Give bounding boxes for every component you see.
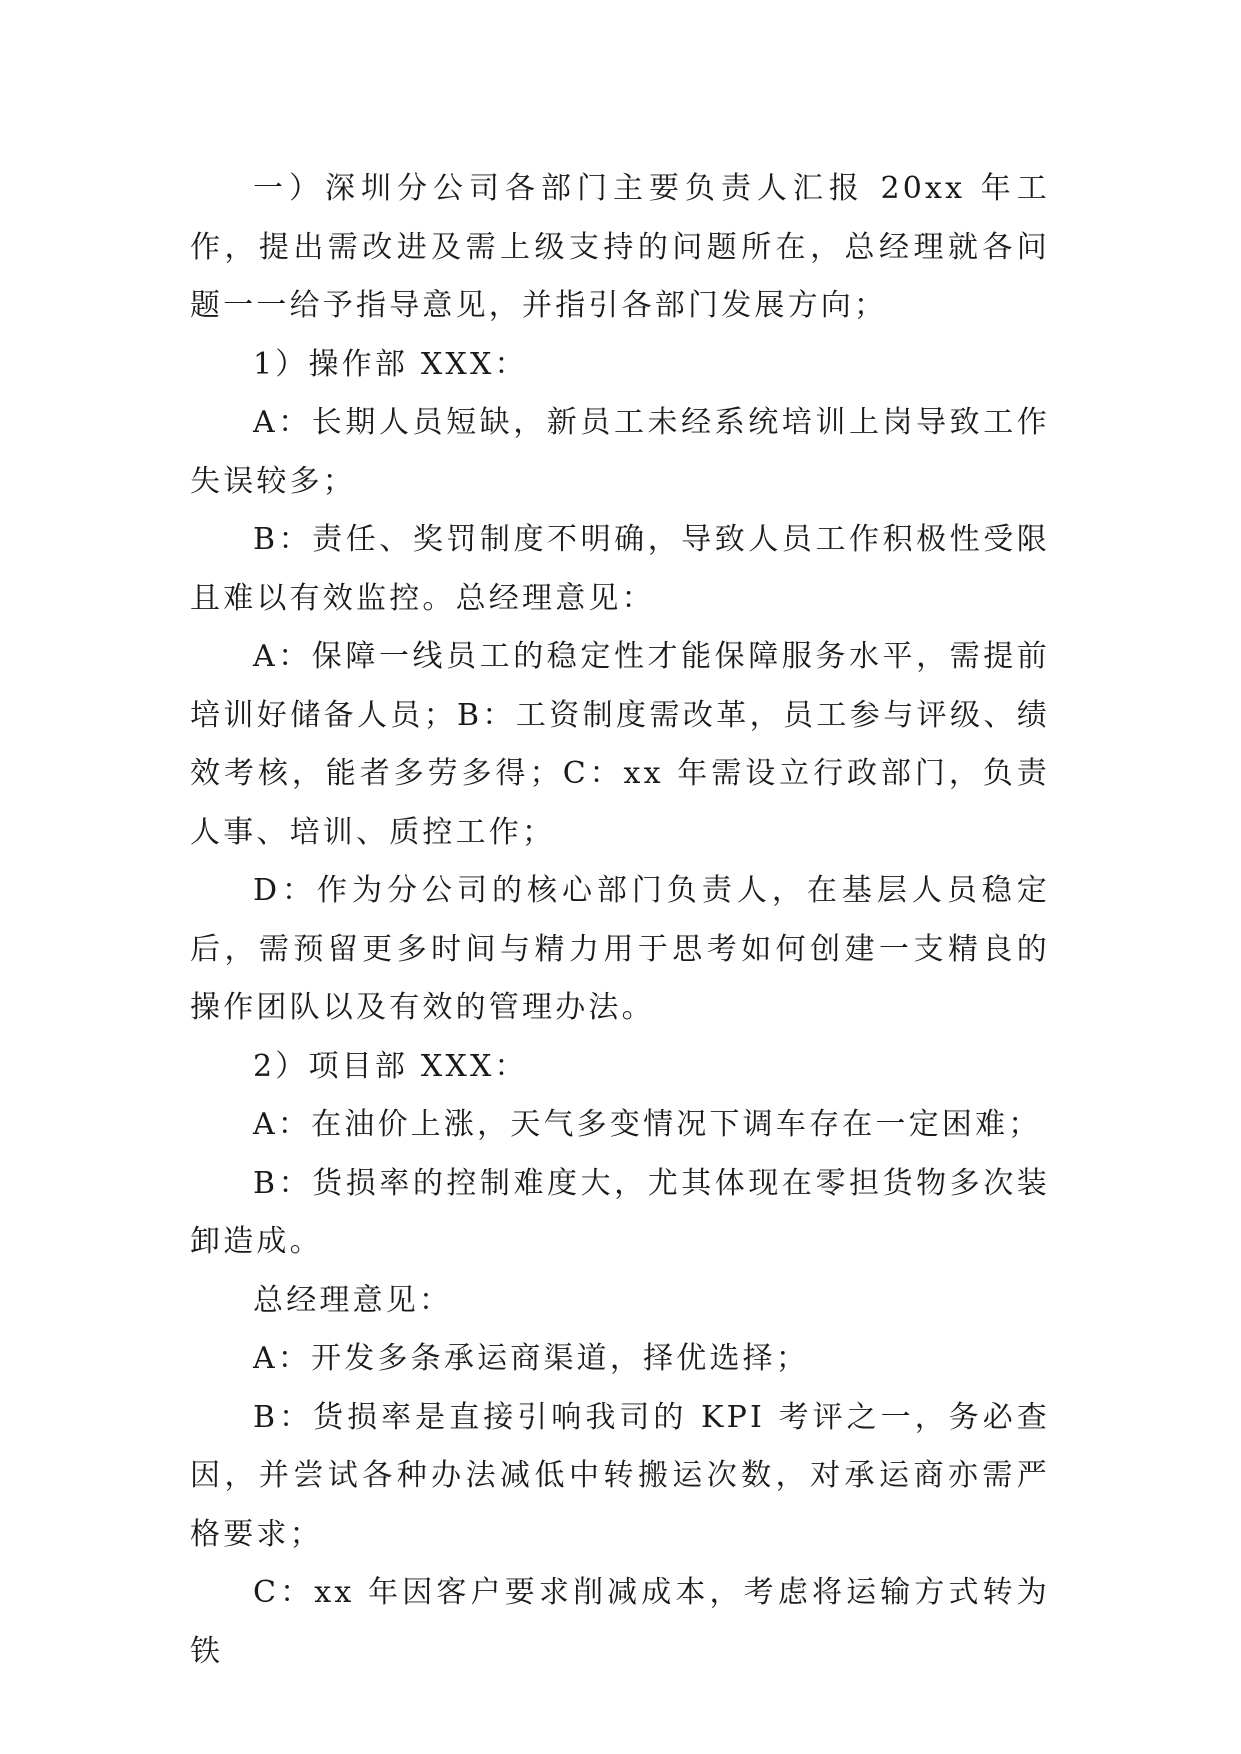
- paragraph-operations-issue-b: B：责任、奖罚制度不明确，导致人员工作积极性受限且难以有效监控。总经理意见：: [190, 522, 1050, 616]
- paragraph-section-operations: 1）操作部 XXX：: [253, 346, 528, 382]
- document-body: [190, 160, 1050, 1681]
- paragraph-projects-opinion-b: B：货损率是直接引响我司的 KPI 考评之一，务必查因，并尝试各种办法减低中转搬运次数，对承运商亦需严格要求；: [190, 1399, 1050, 1552]
- paragraph-projects-opinion-heading: 总经理意见：: [253, 1282, 453, 1318]
- paragraph-intro: 一）深圳分公司各部门主要负责人汇报 20xx 年工作，提出需改进及需上级支持的问题所在，总经理就各问题一一给予指导意见，并指引各部门发展方向；: [190, 171, 1050, 323]
- paragraph-projects-issue-b: B：货损率的控制难度大，尤其体现在零担货物多次装卸造成。: [190, 1165, 1050, 1259]
- paragraph-projects-opinion-c: C：xx 年因客户要求削减成本，考虑将运输方式转为铁: [190, 1575, 1050, 1669]
- paragraph-section-projects: 2）项目部 XXX：: [253, 1048, 528, 1084]
- paragraph-operations-opinion-d: D：作为分公司的核心部门负责人，在基层人员稳定后，需预留更多时间与精力用于思考如何创建一支精良的操作团队以及有效的管理办法。: [190, 873, 1050, 1025]
- paragraph-projects-issue-a: A：在油价上涨，天气多变情况下调车存在一定困难；: [253, 1107, 1042, 1142]
- paragraph-operations-issue-a: A：长期人员短缺，新员工未经系统培训上岗导致工作失误较多；: [190, 405, 1050, 499]
- paragraph-projects-opinion-a: A：开发多条承运商渠道，择优选择；: [253, 1341, 810, 1376]
- paragraph-operations-opinion-abc: A：保障一线员工的稳定性才能保障服务水平，需提前培训好储备人员；B：工资制度需改革，员工参与评级、绩效考核，能者多劳多得；C：xx 年需设立行政部门，负责人事、培训、质控工作；: [190, 639, 1050, 850]
